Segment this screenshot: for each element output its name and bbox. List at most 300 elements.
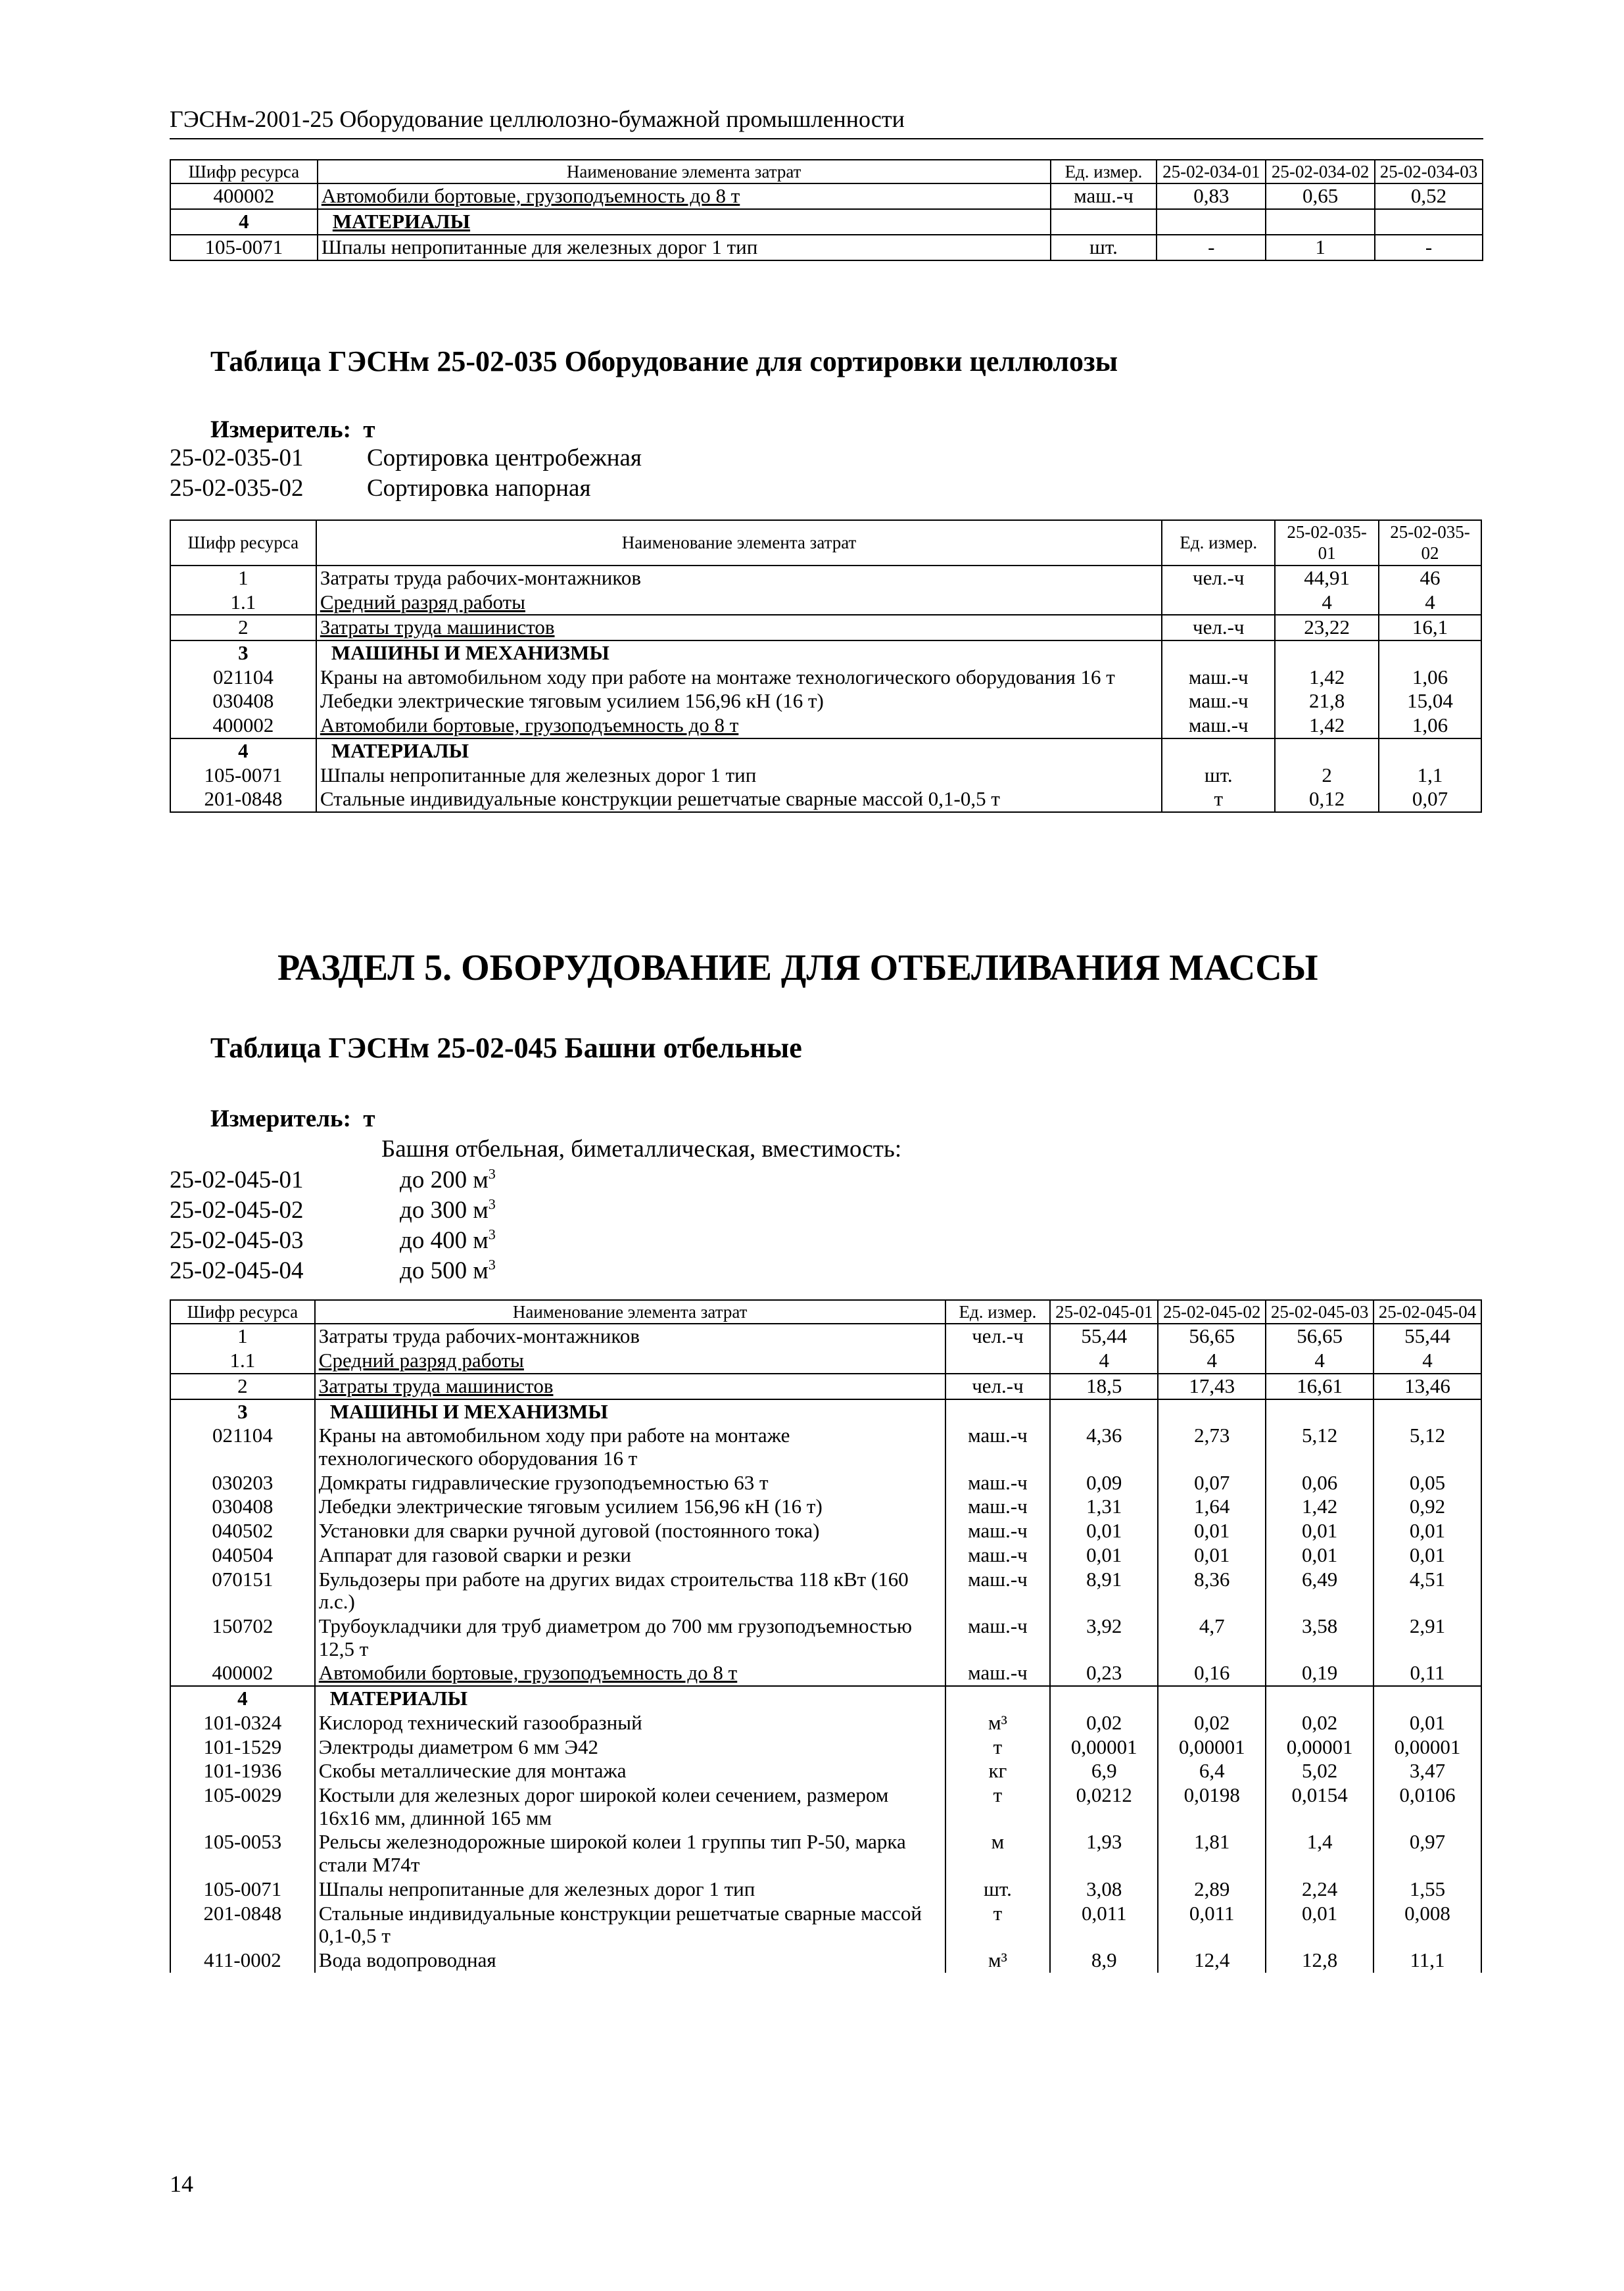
cell-name: МАШИНЫ И МЕХАНИЗМЫ [316, 640, 1162, 665]
cell-value: 1,4 [1266, 1830, 1373, 1877]
cell-value: 0,01 [1373, 1519, 1481, 1543]
unit-exponent: 3 [488, 1165, 496, 1182]
col-header-value: 25-02-034-02 [1266, 160, 1375, 183]
table-row [170, 615, 1481, 640]
cell-value: 0,02 [1158, 1711, 1266, 1735]
table-row [170, 713, 1481, 738]
cell-value [1158, 1686, 1266, 1711]
cell-value: 1,06 [1379, 713, 1481, 738]
cell-unit [945, 1686, 1051, 1711]
cell-code: 101-1936 [170, 1759, 315, 1783]
cell-unit: м³ [945, 1948, 1051, 1973]
cell-value: 0,011 [1158, 1902, 1266, 1948]
cell-code: 4 [170, 209, 318, 235]
table-row [170, 1324, 1481, 1349]
cell-code: 2 [170, 615, 316, 640]
table-row [170, 1759, 1481, 1783]
cell-value: 2,73 [1158, 1424, 1266, 1470]
item-unit: м [473, 1197, 489, 1224]
cell-value: 0,0106 [1373, 1783, 1481, 1830]
table-row [170, 1661, 1481, 1686]
cell-code: 3 [170, 1399, 315, 1424]
item-code: 25-02-035-01 [170, 445, 304, 471]
cell-value: 18,5 [1050, 1374, 1158, 1399]
cell-unit: маш.-ч [945, 1543, 1051, 1568]
cell-unit: маш.-ч [945, 1471, 1051, 1495]
table-title: Таблица ГЭСНм 25-02-035 Оборудование для сортировки целлюлозы [210, 345, 1118, 377]
header-rule [170, 138, 1483, 139]
cell-value: 1,31 [1050, 1495, 1158, 1519]
cell-name: Лебедки электрические тяговым усилием 156,96 кН (16 т) [315, 1495, 945, 1519]
cell-value: 56,65 [1266, 1324, 1373, 1349]
cell-code: 2 [170, 1374, 315, 1399]
table-row [170, 1902, 1481, 1948]
cell-code: 400002 [170, 713, 316, 738]
cell-value: 1,42 [1275, 713, 1379, 738]
cell-value: 3,47 [1373, 1759, 1481, 1783]
cell-name: Лебедки электрические тяговым усилием 156,96 кН (16 т) [316, 689, 1162, 713]
cell-unit: чел.-ч [1162, 566, 1275, 591]
cell-name: Бульдозеры при работе на других видах строительства 118 кВт (160 л.с.) [315, 1568, 945, 1614]
cell-name: Кислород технический газообразный [315, 1711, 945, 1735]
cell-unit: маш.-ч [945, 1568, 1051, 1614]
page-number: 14 [170, 2171, 193, 2197]
cell-code: 030408 [170, 1495, 315, 1519]
cell-code: 1 [170, 1324, 315, 1349]
measure-value: т [363, 1105, 375, 1132]
cell-unit: т [945, 1902, 1051, 1948]
cell-unit: маш.-ч [1162, 713, 1275, 738]
measure-line [210, 1105, 375, 1133]
col-header-value: 25-02-035-01 [1275, 520, 1379, 566]
cell-value: 0,65 [1266, 183, 1375, 209]
cell-unit: маш.-ч [945, 1495, 1051, 1519]
col-header-code: Шифр ресурса [170, 160, 318, 183]
cell-name: МАТЕРИАЛЫ [318, 209, 1051, 235]
table-row [170, 183, 1483, 209]
cell-name: МАШИНЫ И МЕХАНИЗМЫ [315, 1399, 945, 1424]
cell-value [1373, 1399, 1481, 1424]
cell-code: 070151 [170, 1568, 315, 1614]
cell-value: 0,06 [1266, 1471, 1373, 1495]
item-code: 25-02-045-01 [170, 1167, 304, 1194]
cell-value: 0,01 [1373, 1711, 1481, 1735]
table-row [170, 1349, 1481, 1374]
cell-unit: маш.-ч [1162, 665, 1275, 690]
cell-code: 040502 [170, 1519, 315, 1543]
table-row [170, 1568, 1481, 1614]
table-row [170, 1399, 1481, 1424]
cell-value [1379, 738, 1481, 763]
cell-code: 400002 [170, 183, 318, 209]
cell-name: Электроды диаметром 6 мм Э42 [315, 1735, 945, 1760]
cell-value: 0,0212 [1050, 1783, 1158, 1830]
cell-unit: т [945, 1783, 1051, 1830]
cell-value: 1 [1266, 235, 1375, 260]
item-list [170, 443, 642, 504]
cell-value: 0,23 [1050, 1661, 1158, 1686]
cell-value: 0,01 [1266, 1519, 1373, 1543]
cell-value: 0,00001 [1050, 1735, 1158, 1760]
cell-value: 55,44 [1373, 1324, 1481, 1349]
cell-code: 030408 [170, 689, 316, 713]
cell-value: 44,91 [1275, 566, 1379, 591]
cell-code: 021104 [170, 665, 316, 690]
cell-unit [1162, 591, 1275, 615]
cell-value: 0,07 [1379, 787, 1481, 812]
table-row [170, 1424, 1481, 1470]
cell-value: 0,01 [1050, 1519, 1158, 1543]
item-name: до 500 [400, 1257, 467, 1284]
table-row [170, 640, 1481, 665]
cell-value [1050, 1686, 1158, 1711]
col-header-value: 25-02-045-03 [1266, 1300, 1373, 1324]
measure-label: Измеритель: [210, 1105, 351, 1132]
col-header-unit: Ед. измер. [945, 1300, 1051, 1324]
cell-name: МАТЕРИАЛЫ [315, 1686, 945, 1711]
cell-value: 0,0198 [1158, 1783, 1266, 1830]
cell-value: 0,09 [1050, 1471, 1158, 1495]
cell-unit [945, 1399, 1051, 1424]
cell-unit: маш.-ч [945, 1424, 1051, 1470]
item-name: до 200 [400, 1167, 467, 1194]
list-item [170, 1256, 496, 1286]
cell-code: 400002 [170, 1661, 315, 1686]
cell-code: 105-0071 [170, 763, 316, 788]
table-row [170, 1711, 1481, 1735]
cell-name: Затраты труда рабочих-монтажников [316, 566, 1162, 591]
cell-name: Краны на автомобильном ходу при работе на монтаже технологического оборудования 16 т [316, 665, 1162, 690]
cell-code: 040504 [170, 1543, 315, 1568]
col-header-value: 25-02-034-03 [1375, 160, 1483, 183]
cell-name: Затраты труда рабочих-монтажников [315, 1324, 945, 1349]
cell-name: Шпалы непропитанные для железных дорог 1 тип [316, 763, 1162, 788]
list-item [170, 1165, 496, 1195]
cell-value: 3,58 [1266, 1614, 1373, 1661]
cell-value: 1,42 [1266, 1495, 1373, 1519]
cell-value: 2,89 [1158, 1877, 1266, 1902]
cell-value [1266, 209, 1375, 235]
cell-value: 2 [1275, 763, 1379, 788]
col-header-value: 25-02-045-04 [1373, 1300, 1481, 1324]
table-row [170, 738, 1481, 763]
section-title: РАЗДЕЛ 5. ОБОРУДОВАНИЕ ДЛЯ ОТБЕЛИВАНИЯ МАССЫ [277, 948, 1318, 988]
cell-unit [1051, 209, 1157, 235]
cell-value [1275, 738, 1379, 763]
cell-name: Краны на автомобильном ходу при работе на монтаже технологического оборудования 16 т [315, 1424, 945, 1470]
cell-value [1266, 1686, 1373, 1711]
cell-value: 4,51 [1373, 1568, 1481, 1614]
cell-value: 0,01 [1266, 1902, 1373, 1948]
cell-code: 1 [170, 566, 316, 591]
cell-value: 1,06 [1379, 665, 1481, 690]
cell-code: 101-0324 [170, 1711, 315, 1735]
cell-value: 6,9 [1050, 1759, 1158, 1783]
cell-value: 3,92 [1050, 1614, 1158, 1661]
cell-value: 0,01 [1158, 1519, 1266, 1543]
table-row [170, 1519, 1481, 1543]
items-intro: Башня отбельная, биметаллическая, вместимость: [381, 1136, 902, 1163]
cell-name: Трубоукладчики для труб диаметром до 700 мм грузоподъемностью 12,5 т [315, 1614, 945, 1661]
cell-value: 0,02 [1266, 1711, 1373, 1735]
cell-code: 150702 [170, 1614, 315, 1661]
cell-name: Шпалы непропитанные для железных дорог 1 тип [315, 1877, 945, 1902]
cell-value: 0,16 [1158, 1661, 1266, 1686]
cell-value: 0,00001 [1266, 1735, 1373, 1760]
cell-value [1266, 1399, 1373, 1424]
measure-label: Измеритель: [210, 416, 351, 443]
cell-value [1373, 1686, 1481, 1711]
cell-value: 1,1 [1379, 763, 1481, 788]
cell-name: Установки для сварки ручной дуговой (постоянного тока) [315, 1519, 945, 1543]
cell-value: 0,01 [1050, 1543, 1158, 1568]
cell-unit: т [945, 1735, 1051, 1760]
cell-name: Рельсы железнодорожные широкой колеи 1 группы тип Р-50, марка стали М74т [315, 1830, 945, 1877]
cell-value: - [1157, 235, 1266, 260]
cell-value: 6,4 [1158, 1759, 1266, 1783]
cell-unit [1162, 640, 1275, 665]
item-code: 25-02-035-02 [170, 475, 304, 502]
cell-value: 5,02 [1266, 1759, 1373, 1783]
table-row [170, 1948, 1481, 1973]
cell-value: 4 [1275, 591, 1379, 615]
cell-value: 8,36 [1158, 1568, 1266, 1614]
cell-value: 46 [1379, 566, 1481, 591]
col-header-unit: Ед. измер. [1051, 160, 1157, 183]
cell-code: 3 [170, 640, 316, 665]
cell-value: 2,24 [1266, 1877, 1373, 1902]
cell-name: Средний разряд работы [315, 1349, 945, 1374]
list-item [170, 443, 642, 473]
cell-value: 8,91 [1050, 1568, 1158, 1614]
col-header-value: 25-02-045-02 [1158, 1300, 1266, 1324]
item-name: Сортировка центробежная [367, 445, 642, 471]
table-row [170, 566, 1481, 591]
table-row [170, 235, 1483, 260]
cell-value [1379, 640, 1481, 665]
cell-value: 0,52 [1375, 183, 1483, 209]
cell-unit: м³ [945, 1711, 1051, 1735]
cell-value: 1,81 [1158, 1830, 1266, 1877]
cell-unit: чел.-ч [945, 1374, 1051, 1399]
unit-exponent: 3 [488, 1195, 496, 1213]
cell-value [1158, 1399, 1266, 1424]
cell-value: 3,08 [1050, 1877, 1158, 1902]
item-name: до 400 [400, 1227, 467, 1254]
table-header-row [170, 1300, 1481, 1324]
cell-value: 4,7 [1158, 1614, 1266, 1661]
table-row [170, 1614, 1481, 1661]
col-header-code: Шифр ресурса [170, 520, 316, 566]
cell-value: 2,91 [1373, 1614, 1481, 1661]
cell-code: 1.1 [170, 1349, 315, 1374]
cell-value: 8,9 [1050, 1948, 1158, 1973]
cell-value: 4 [1266, 1349, 1373, 1374]
cell-value: 1,64 [1158, 1495, 1266, 1519]
table-title: Таблица ГЭСНм 25-02-045 Башни отбельные [210, 1032, 802, 1064]
cell-value: 16,61 [1266, 1374, 1373, 1399]
cell-value: 4,36 [1050, 1424, 1158, 1470]
item-list [170, 1165, 496, 1286]
col-header-code: Шифр ресурса [170, 1300, 315, 1324]
cell-name: Автомобили бортовые, грузоподъемность до 8 т [316, 713, 1162, 738]
cell-value: 0,92 [1373, 1495, 1481, 1519]
measure-value: т [363, 416, 375, 443]
table-row [170, 1495, 1481, 1519]
table-034 [170, 159, 1483, 261]
cell-code: 201-0848 [170, 787, 316, 812]
table-row [170, 1543, 1481, 1568]
item-name: Сортировка напорная [367, 475, 591, 502]
col-header-name: Наименование элемента затрат [316, 520, 1162, 566]
col-header-value: 25-02-034-01 [1157, 160, 1266, 183]
cell-code: 1.1 [170, 591, 316, 615]
col-header-value: 25-02-045-01 [1050, 1300, 1158, 1324]
cell-code: 4 [170, 738, 316, 763]
cell-value: 0,0154 [1266, 1783, 1373, 1830]
cell-code: 101-1529 [170, 1735, 315, 1760]
cell-value: 0,00001 [1373, 1735, 1481, 1760]
cell-unit: кг [945, 1759, 1051, 1783]
cell-name: МАТЕРИАЛЫ [316, 738, 1162, 763]
cell-value: 1,93 [1050, 1830, 1158, 1877]
list-item [170, 1226, 496, 1256]
cell-value: 1,42 [1275, 665, 1379, 690]
cell-value [1050, 1399, 1158, 1424]
cell-name: Стальные индивидуальные конструкции решетчатые сварные массой 0,1-0,5 т [315, 1902, 945, 1948]
cell-value: 0,11 [1373, 1661, 1481, 1686]
cell-code: 030203 [170, 1471, 315, 1495]
cell-value: - [1375, 235, 1483, 260]
cell-unit [1162, 738, 1275, 763]
measure-line [210, 416, 375, 444]
cell-unit: м [945, 1830, 1051, 1877]
table-row [170, 1877, 1481, 1902]
cell-value: 0,01 [1158, 1543, 1266, 1568]
cell-value [1275, 640, 1379, 665]
table-header-row [170, 160, 1483, 183]
cell-value: 0,00001 [1158, 1735, 1266, 1760]
cell-value: 5,12 [1266, 1424, 1373, 1470]
list-item [170, 473, 642, 504]
table-row [170, 763, 1481, 788]
cell-value: 6,49 [1266, 1568, 1373, 1614]
table-row [170, 787, 1481, 812]
cell-value: 56,65 [1158, 1324, 1266, 1349]
unit-exponent: 3 [488, 1226, 496, 1243]
table-row [170, 689, 1481, 713]
cell-name: Автомобили бортовые, грузоподъемность до 8 т [318, 183, 1051, 209]
list-item [170, 1195, 496, 1226]
cell-name: Домкраты гидравлические грузоподъемностью 63 т [315, 1471, 945, 1495]
cell-name: Шпалы непропитанные для железных дорог 1 тип [318, 235, 1051, 260]
table-row [170, 1374, 1481, 1399]
cell-unit: чел.-ч [1162, 615, 1275, 640]
col-header-name: Наименование элемента затрат [315, 1300, 945, 1324]
cell-value [1375, 209, 1483, 235]
cell-value: 12,4 [1158, 1948, 1266, 1973]
cell-name: Стальные индивидуальные конструкции решетчатые сварные массой 0,1-0,5 т [316, 787, 1162, 812]
cell-unit: чел.-ч [945, 1324, 1051, 1349]
cell-value: 4 [1158, 1349, 1266, 1374]
cell-unit: маш.-ч [1051, 183, 1157, 209]
table-row [170, 1686, 1481, 1711]
cell-code: 4 [170, 1686, 315, 1711]
cell-name: Аппарат для газовой сварки и резки [315, 1543, 945, 1568]
cell-unit [945, 1349, 1051, 1374]
col-header-name: Наименование элемента затрат [318, 160, 1051, 183]
cell-name: Затраты труда машинистов [316, 615, 1162, 640]
cell-value: 21,8 [1275, 689, 1379, 713]
cell-value: 55,44 [1050, 1324, 1158, 1349]
cell-code: 105-0071 [170, 235, 318, 260]
cell-value: 4 [1379, 591, 1481, 615]
table-045 [170, 1299, 1482, 1973]
col-header-value: 25-02-035-02 [1379, 520, 1481, 566]
cell-name: Автомобили бортовые, грузоподъемность до 8 т [315, 1661, 945, 1686]
cell-name: Костыли для железных дорог широкой колеи сечением, размером 16х16 мм, длинной 165 мм [315, 1783, 945, 1830]
cell-code: 105-0029 [170, 1783, 315, 1830]
running-header: ГЭСНм-2001-25 Оборудование целлюлозно-бумажной промышленности [170, 106, 905, 132]
cell-code: 105-0071 [170, 1877, 315, 1902]
item-code: 25-02-045-03 [170, 1227, 304, 1254]
cell-value: 0,01 [1373, 1543, 1481, 1568]
table-row [170, 591, 1481, 615]
cell-name: Затраты труда машинистов [315, 1374, 945, 1399]
item-unit: м [473, 1167, 489, 1194]
table-row [170, 209, 1483, 235]
table-row [170, 665, 1481, 690]
cell-value: 16,1 [1379, 615, 1481, 640]
cell-code: 201-0848 [170, 1902, 315, 1948]
item-unit: м [473, 1227, 489, 1254]
cell-value: 0,12 [1275, 787, 1379, 812]
cell-value [1157, 209, 1266, 235]
cell-value: 0,01 [1266, 1543, 1373, 1568]
item-name: до 300 [400, 1197, 467, 1224]
cell-unit: т [1162, 787, 1275, 812]
cell-unit: шт. [945, 1877, 1051, 1902]
cell-unit: шт. [1162, 763, 1275, 788]
cell-value: 0,05 [1373, 1471, 1481, 1495]
cell-value: 0,83 [1157, 183, 1266, 209]
table-row [170, 1830, 1481, 1877]
cell-value: 4 [1050, 1349, 1158, 1374]
cell-name: Скобы металлические для монтажа [315, 1759, 945, 1783]
cell-value: 5,12 [1373, 1424, 1481, 1470]
cell-value: 0,02 [1050, 1711, 1158, 1735]
table-row [170, 1471, 1481, 1495]
cell-value: 17,43 [1158, 1374, 1266, 1399]
item-unit: м [473, 1257, 489, 1284]
table-035 [170, 519, 1482, 813]
cell-unit: маш.-ч [945, 1519, 1051, 1543]
cell-code: 411-0002 [170, 1948, 315, 1973]
col-header-unit: Ед. измер. [1162, 520, 1275, 566]
cell-unit: маш.-ч [945, 1614, 1051, 1661]
table-row [170, 1735, 1481, 1760]
cell-name: Средний разряд работы [316, 591, 1162, 615]
cell-unit: маш.-ч [1162, 689, 1275, 713]
cell-unit: маш.-ч [945, 1661, 1051, 1686]
cell-name: Вода водопроводная [315, 1948, 945, 1973]
cell-value: 0,011 [1050, 1902, 1158, 1948]
cell-code: 021104 [170, 1424, 315, 1470]
cell-value: 0,19 [1266, 1661, 1373, 1686]
cell-value: 0,07 [1158, 1471, 1266, 1495]
cell-value: 0,008 [1373, 1902, 1481, 1948]
cell-value: 4 [1373, 1349, 1481, 1374]
